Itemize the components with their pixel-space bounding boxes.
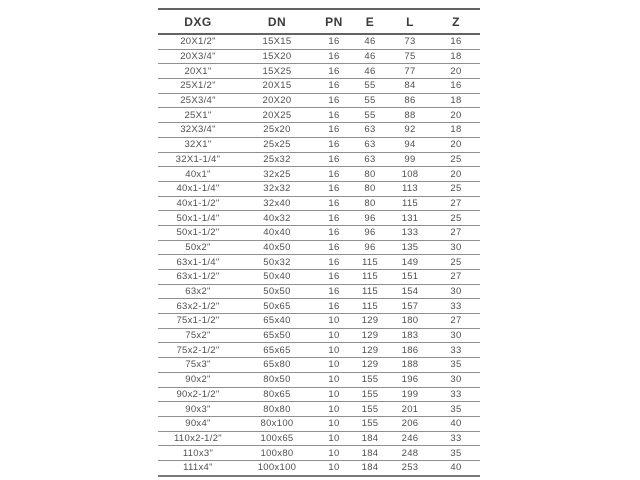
table-cell: 10 (316, 358, 352, 373)
col-header-e: E (352, 9, 388, 34)
table-cell: 75x1-1/2" (158, 314, 238, 329)
col-header-pn: PN (316, 9, 352, 34)
table-cell: 155 (352, 372, 388, 387)
table-cell: 63 (352, 137, 388, 152)
table-cell: 20X20 (238, 93, 316, 108)
table-cell: 16 (316, 49, 352, 64)
table-cell: 20 (432, 108, 480, 123)
table-cell: 75x3" (158, 358, 238, 373)
table-cell: 201 (388, 402, 432, 417)
table-cell: 50x40 (238, 270, 316, 285)
table-cell: 16 (316, 196, 352, 211)
table-cell: 63x2-1/2" (158, 299, 238, 314)
table-cell: 184 (352, 460, 388, 475)
table-cell: 25 (432, 152, 480, 167)
table-cell: 10 (316, 328, 352, 343)
table-cell: 90x2" (158, 372, 238, 387)
table-row (158, 372, 480, 387)
table-row (158, 211, 480, 226)
table-cell: 96 (352, 240, 388, 255)
table-cell: 55 (352, 79, 388, 94)
table-cell: 248 (388, 446, 432, 461)
table-cell: 27 (432, 225, 480, 240)
table-cell: 25x32 (238, 152, 316, 167)
table-cell: 32x32 (238, 181, 316, 196)
table-cell: 16 (316, 123, 352, 138)
table-cell: 40x32 (238, 211, 316, 226)
table-cell: 100x100 (238, 460, 316, 475)
table-cell: 90x4" (158, 416, 238, 431)
table-cell: 16 (316, 79, 352, 94)
table-cell: 80x80 (238, 402, 316, 417)
table-cell: 155 (352, 416, 388, 431)
table-cell: 25x20 (238, 123, 316, 138)
table-cell: 50x65 (238, 299, 316, 314)
table-cell: 65x65 (238, 343, 316, 358)
table-cell: 75x2" (158, 328, 238, 343)
table-cell: 35 (432, 446, 480, 461)
table-cell: 65x80 (238, 358, 316, 373)
table-cell: 55 (352, 93, 388, 108)
table-cell: 16 (316, 240, 352, 255)
col-header-z: Z (432, 9, 480, 34)
table-cell: 32X1" (158, 137, 238, 152)
table-cell: 115 (352, 270, 388, 285)
col-header-dxg: DXG (158, 9, 238, 34)
table-cell: 10 (316, 343, 352, 358)
table-cell: 10 (316, 431, 352, 446)
table-cell: 25 (432, 211, 480, 226)
table-cell: 25X1/2" (158, 79, 238, 94)
table-cell: 16 (316, 270, 352, 285)
table-cell: 99 (388, 152, 432, 167)
table-cell: 16 (316, 167, 352, 182)
table-cell: 154 (388, 284, 432, 299)
table-cell: 16 (316, 93, 352, 108)
table-cell: 80x65 (238, 387, 316, 402)
table-cell: 40x1-1/4" (158, 181, 238, 196)
table-cell: 15X15 (238, 34, 316, 49)
table-cell: 25 (432, 181, 480, 196)
table-cell: 115 (352, 284, 388, 299)
table-cell: 96 (352, 211, 388, 226)
table-cell: 129 (352, 343, 388, 358)
table-row (158, 460, 480, 475)
table-cell: 16 (432, 34, 480, 49)
table-cell: 33 (432, 387, 480, 402)
col-header-dn: DN (238, 9, 316, 34)
table-cell: 84 (388, 79, 432, 94)
table-cell: 63x1-1/2" (158, 270, 238, 285)
table-cell: 80x100 (238, 416, 316, 431)
table-row (158, 431, 480, 446)
table-cell: 100x65 (238, 431, 316, 446)
table-cell: 253 (388, 460, 432, 475)
table-cell: 10 (316, 372, 352, 387)
table-cell: 40x50 (238, 240, 316, 255)
table-row (158, 34, 480, 49)
table-cell: 16 (316, 181, 352, 196)
table-cell: 40x1" (158, 167, 238, 182)
table-row (158, 240, 480, 255)
table-cell: 108 (388, 167, 432, 182)
table-cell: 184 (352, 431, 388, 446)
table-cell: 50x1-1/2" (158, 225, 238, 240)
table-cell: 40x1-1/2" (158, 196, 238, 211)
table-cell: 206 (388, 416, 432, 431)
table-cell: 46 (352, 34, 388, 49)
table-cell: 157 (388, 299, 432, 314)
table-row (158, 181, 480, 196)
table-cell: 16 (316, 299, 352, 314)
table-cell: 25x25 (238, 137, 316, 152)
table-cell: 199 (388, 387, 432, 402)
table-row (158, 446, 480, 461)
table-row (158, 255, 480, 270)
table-cell: 30 (432, 284, 480, 299)
table-cell: 50x1-1/4" (158, 211, 238, 226)
table-cell: 50x2" (158, 240, 238, 255)
table-cell: 75 (388, 49, 432, 64)
table-cell: 16 (316, 225, 352, 240)
table-cell: 63x2" (158, 284, 238, 299)
table-cell: 30 (432, 328, 480, 343)
table-cell: 16 (316, 108, 352, 123)
table-cell: 35 (432, 402, 480, 417)
table-cell: 155 (352, 402, 388, 417)
table-cell: 20X1/2" (158, 34, 238, 49)
table-cell: 16 (316, 64, 352, 79)
table-cell: 32x40 (238, 196, 316, 211)
table-cell: 80x50 (238, 372, 316, 387)
table-cell: 133 (388, 225, 432, 240)
table-cell: 10 (316, 460, 352, 475)
table-cell: 151 (388, 270, 432, 285)
table-cell: 135 (388, 240, 432, 255)
table-cell: 15X25 (238, 64, 316, 79)
table-cell: 77 (388, 64, 432, 79)
table-cell: 55 (352, 108, 388, 123)
table-cell: 90x2-1/2" (158, 387, 238, 402)
table-cell: 183 (388, 328, 432, 343)
pipe-fitting-spec-table (158, 8, 480, 477)
table-cell: 115 (352, 299, 388, 314)
table-cell: 92 (388, 123, 432, 138)
table-cell: 33 (432, 299, 480, 314)
table-row (158, 299, 480, 314)
table-cell: 27 (432, 270, 480, 285)
table-cell: 111x4" (158, 460, 238, 475)
table-cell: 20X15 (238, 79, 316, 94)
table-row (158, 270, 480, 285)
table-cell: 131 (388, 211, 432, 226)
table-cell: 20X1" (158, 64, 238, 79)
table-cell: 27 (432, 314, 480, 329)
table-row (158, 108, 480, 123)
table-cell: 16 (432, 79, 480, 94)
table-cell: 20 (432, 64, 480, 79)
table-cell: 149 (388, 255, 432, 270)
table-cell: 40 (432, 416, 480, 431)
table-cell: 188 (388, 358, 432, 373)
table-cell: 18 (432, 93, 480, 108)
table-cell: 186 (388, 343, 432, 358)
header-row (158, 9, 480, 34)
table-body (158, 34, 480, 476)
table-row (158, 416, 480, 431)
table-cell: 25X3/4" (158, 93, 238, 108)
table-cell: 10 (316, 314, 352, 329)
table-cell: 40 (432, 460, 480, 475)
table-row (158, 387, 480, 402)
table-row (158, 137, 480, 152)
table-row (158, 93, 480, 108)
table-row (158, 343, 480, 358)
table-cell: 18 (432, 123, 480, 138)
table-cell: 110x2-1/2" (158, 431, 238, 446)
table-cell: 129 (352, 328, 388, 343)
table-cell: 155 (352, 387, 388, 402)
table-cell: 115 (388, 196, 432, 211)
table-cell: 86 (388, 93, 432, 108)
table-cell: 50x32 (238, 255, 316, 270)
table-cell: 25X1" (158, 108, 238, 123)
table-cell: 63x1-1/4" (158, 255, 238, 270)
table-cell: 129 (352, 358, 388, 373)
table-row (158, 49, 480, 64)
table-cell: 20 (432, 167, 480, 182)
table-cell: 40x40 (238, 225, 316, 240)
table-cell: 246 (388, 431, 432, 446)
table-cell: 80 (352, 167, 388, 182)
table-cell: 46 (352, 49, 388, 64)
table-cell: 50x50 (238, 284, 316, 299)
table-cell: 20X3/4" (158, 49, 238, 64)
table-cell: 32X1-1/4" (158, 152, 238, 167)
table-cell: 65x50 (238, 328, 316, 343)
table-cell: 30 (432, 240, 480, 255)
table-cell: 180 (388, 314, 432, 329)
table-cell: 110x3" (158, 446, 238, 461)
table-cell: 16 (316, 137, 352, 152)
table-cell: 65x40 (238, 314, 316, 329)
table-row (158, 123, 480, 138)
table-cell: 129 (352, 314, 388, 329)
table-cell: 32x25 (238, 167, 316, 182)
table-cell: 63 (352, 152, 388, 167)
table-cell: 15X20 (238, 49, 316, 64)
table-cell: 90x3" (158, 402, 238, 417)
table-row (158, 328, 480, 343)
table-cell: 80 (352, 181, 388, 196)
table-cell: 30 (432, 372, 480, 387)
table-row (158, 402, 480, 417)
table-cell: 113 (388, 181, 432, 196)
table-row (158, 152, 480, 167)
table-cell: 46 (352, 64, 388, 79)
table-cell: 96 (352, 225, 388, 240)
table-cell: 88 (388, 108, 432, 123)
table-cell: 10 (316, 446, 352, 461)
table-cell: 10 (316, 402, 352, 417)
table-cell: 115 (352, 255, 388, 270)
table-cell: 94 (388, 137, 432, 152)
table-row (158, 284, 480, 299)
table-cell: 10 (316, 416, 352, 431)
table-cell: 33 (432, 343, 480, 358)
table-cell: 20 (432, 137, 480, 152)
table-row (158, 64, 480, 79)
table-cell: 16 (316, 284, 352, 299)
table-cell: 16 (316, 211, 352, 226)
table-row (158, 196, 480, 211)
table-cell: 75x2-1/2" (158, 343, 238, 358)
table-cell: 100x80 (238, 446, 316, 461)
col-header-l: L (388, 9, 432, 34)
table-cell: 32X3/4" (158, 123, 238, 138)
table-cell: 184 (352, 446, 388, 461)
table-row (158, 358, 480, 373)
table-cell: 63 (352, 123, 388, 138)
table-cell: 10 (316, 387, 352, 402)
table-cell: 27 (432, 196, 480, 211)
table-cell: 73 (388, 34, 432, 49)
table-cell: 35 (432, 358, 480, 373)
table-cell: 196 (388, 372, 432, 387)
table-row (158, 314, 480, 329)
table-cell: 18 (432, 49, 480, 64)
table-row (158, 79, 480, 94)
table-row (158, 167, 480, 182)
table-cell: 16 (316, 152, 352, 167)
table-cell: 25 (432, 255, 480, 270)
table-row (158, 225, 480, 240)
table-cell: 80 (352, 196, 388, 211)
table-cell: 20X25 (238, 108, 316, 123)
table-cell: 16 (316, 34, 352, 49)
table-cell: 33 (432, 431, 480, 446)
table-cell: 16 (316, 255, 352, 270)
